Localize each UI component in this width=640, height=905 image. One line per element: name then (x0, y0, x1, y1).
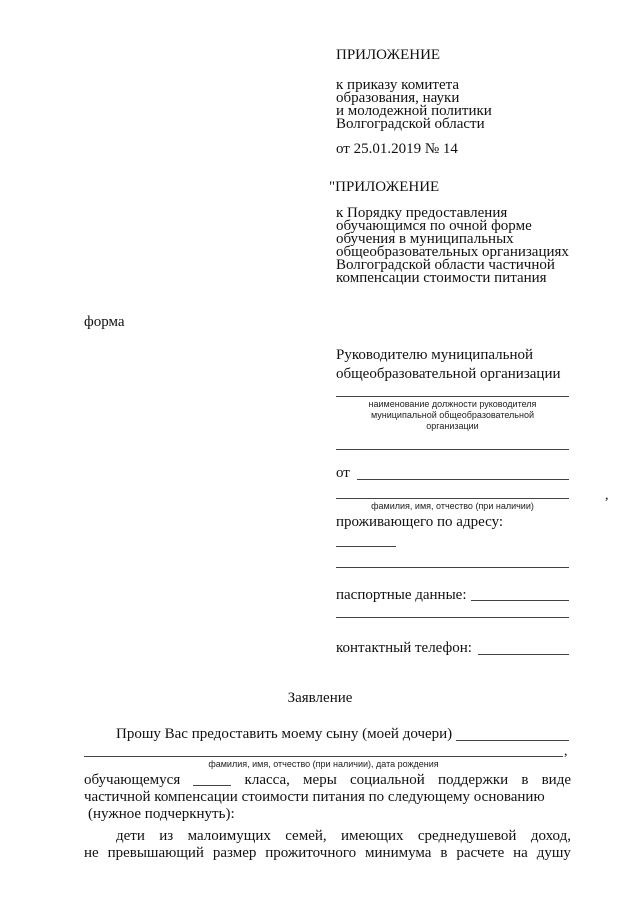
phone-label: контактный телефон: (336, 640, 472, 656)
procedure-line-6: компенсации стоимости питания (336, 270, 547, 286)
appendix-title: ПРИЛОЖЕНИЕ (336, 47, 441, 63)
address-line-short[interactable] (336, 546, 396, 547)
word: доход, (530, 828, 571, 844)
child-name-line[interactable] (456, 740, 569, 741)
phone-line[interactable] (478, 654, 569, 655)
request-line: Прошу Вас предоставить моему сыну (моей дочери) (116, 726, 453, 742)
word: класса, (244, 772, 290, 788)
paragraph-line-5 (84, 846, 571, 861)
word: в (521, 772, 529, 788)
child-name-line-2[interactable] (84, 756, 563, 757)
word: в (440, 845, 448, 861)
paragraph-line-2: частичной компенсации стоимости питания по следующему основанию (84, 789, 545, 805)
word: социальной (349, 772, 425, 788)
passport-label: паспортные данные: (336, 587, 467, 603)
procedure-appendix-title: "ПРИЛОЖЕНИЕ (329, 179, 440, 195)
paragraph-line-4 (116, 829, 571, 844)
paragraph-line-1 (84, 773, 571, 788)
word: из (159, 828, 174, 844)
word: семей, (285, 828, 327, 844)
child-comma: , (564, 744, 568, 759)
passport-line-2[interactable] (336, 617, 569, 618)
word: дети (116, 828, 145, 844)
position-hint-2: муниципальной общеобразовательной (370, 410, 535, 420)
statement-title: Заявление (287, 690, 353, 706)
word: расчете (456, 845, 505, 861)
applicant-name-line[interactable] (357, 479, 569, 480)
position-field-line-2[interactable] (336, 449, 569, 450)
word: малоимущих (187, 828, 271, 844)
order-line-4: Волгоградской области (336, 116, 485, 132)
form-label: форма (84, 314, 125, 330)
word: имеющих (341, 828, 404, 844)
child-hint: фамилия, имя, отчество (при наличии), дата рождения (208, 759, 439, 769)
word: виде (541, 772, 571, 788)
position-field-line[interactable] (336, 396, 569, 397)
grade-blank[interactable] (193, 773, 231, 786)
passport-line[interactable] (471, 600, 569, 601)
word: минимума (365, 845, 432, 861)
word: на (513, 845, 528, 861)
order-line-2: образования, науки (336, 90, 460, 106)
procedure-line-5: Волгоградской области частичной (336, 257, 555, 273)
word: поддержки (437, 772, 509, 788)
order-line-3: и молодежной политики (336, 103, 492, 119)
word: обучающемуся (84, 772, 181, 788)
position-hint-3: организации (426, 421, 479, 431)
word: превышающий (107, 845, 204, 861)
position-hint-1: наименование должности руководителя (368, 399, 537, 409)
word: среднедушевой (417, 828, 517, 844)
fio-hint: фамилия, имя, отчество (при наличии) (371, 501, 534, 511)
paragraph-line-3: (нужное подчеркнуть): (88, 806, 235, 822)
word: не (84, 845, 99, 861)
addressee-line-1: Руководителю муниципальной (336, 347, 534, 363)
trailing-comma: , (605, 488, 609, 503)
word: меры (303, 772, 337, 788)
word: размер (212, 845, 257, 861)
address-label: проживающего по адресу: (336, 514, 504, 530)
procedure-line-3: обучения в муниципальных (336, 231, 514, 247)
address-line[interactable] (336, 567, 569, 568)
word: прожиточного (265, 845, 357, 861)
procedure-line-1: к Порядку предоставления (336, 205, 508, 221)
order-date-number: от 25.01.2019 № 14 (336, 141, 458, 157)
procedure-line-4: общеобразовательных организациях (336, 244, 569, 260)
from-label: от (336, 465, 350, 481)
procedure-line-2: обучающимся по очной форме (336, 218, 532, 234)
addressee-line-2: общеобразовательной организации (336, 366, 561, 382)
word: душу (536, 845, 571, 861)
applicant-name-line-2[interactable] (336, 498, 569, 499)
order-line-1: к приказу комитета (336, 77, 460, 93)
